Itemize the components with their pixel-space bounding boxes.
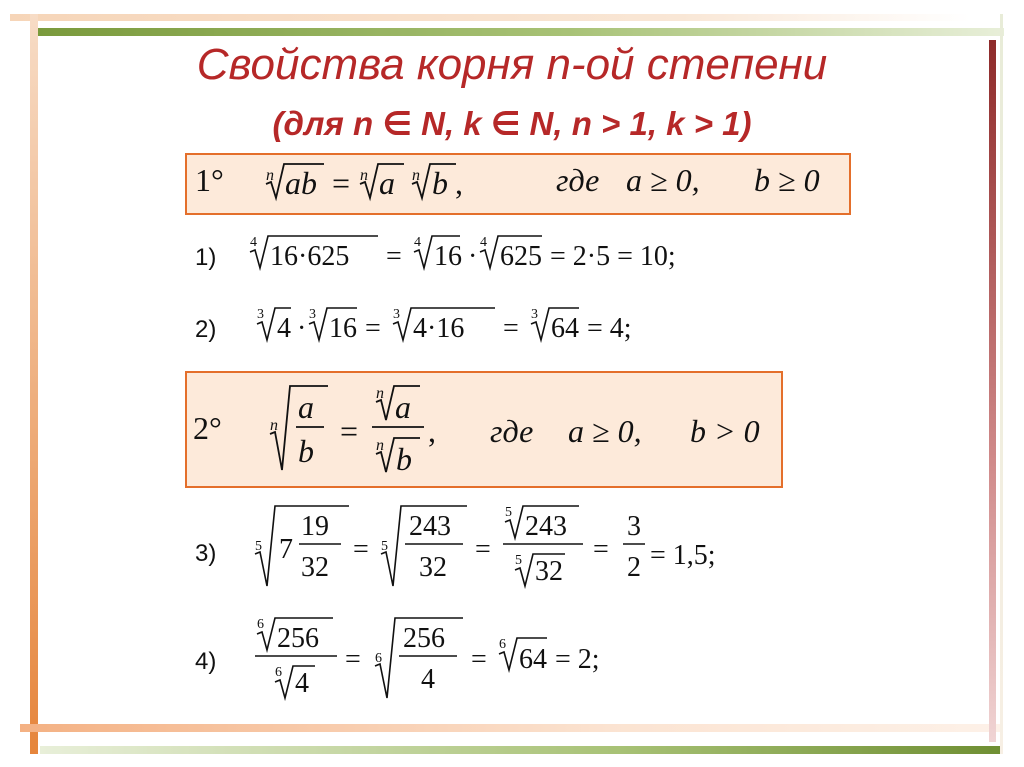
svg-text:6: 6	[257, 617, 264, 632]
svg-text:a: a	[298, 389, 314, 425]
svg-text:n: n	[266, 167, 274, 184]
svg-text:243: 243	[409, 511, 451, 542]
svg-text:6: 6	[375, 651, 382, 666]
svg-text:3: 3	[393, 307, 400, 322]
example-1-formula	[248, 230, 768, 280]
property-1-condition-b: b ≥ 0	[754, 162, 820, 198]
page-title: Свойства корня n-ой степени	[196, 40, 828, 89]
bottom-green-line	[40, 746, 1000, 754]
property-1-where: где	[556, 162, 600, 198]
svg-text:a: a	[395, 389, 411, 425]
svg-text:5: 5	[255, 539, 262, 554]
svg-text:16·625: 16·625	[270, 241, 350, 272]
svg-text:4: 4	[277, 313, 291, 344]
svg-text:= 4;: = 4;	[587, 313, 632, 344]
top-orange-line	[10, 14, 970, 21]
svg-text:·: ·	[468, 241, 478, 272]
svg-text:6: 6	[275, 665, 282, 680]
svg-text:3: 3	[627, 511, 641, 542]
property-1-condition-a: a ≥ 0,	[626, 162, 700, 198]
svg-text:19: 19	[301, 511, 329, 542]
svg-text:ab: ab	[285, 165, 317, 201]
svg-text:5: 5	[505, 505, 512, 520]
svg-text:=: =	[471, 644, 487, 675]
example-3-result: = 1,5;	[650, 540, 716, 571]
svg-text:n: n	[412, 167, 420, 184]
svg-text:7: 7	[279, 534, 293, 565]
svg-text:b: b	[396, 441, 412, 477]
svg-text:·: ·	[297, 313, 307, 344]
svg-text:=: =	[475, 534, 491, 565]
svg-text:243: 243	[525, 511, 567, 542]
svg-text:4: 4	[480, 235, 487, 250]
example-3-result-value: 1,5;	[672, 540, 716, 571]
example-2-formula	[255, 302, 695, 352]
svg-text:=: =	[353, 534, 369, 565]
example-1-label: 1)	[195, 244, 217, 271]
property-2-where: где	[490, 413, 534, 449]
example-2-label: 2)	[195, 316, 217, 343]
svg-text:6: 6	[499, 637, 506, 652]
svg-text:=: =	[345, 644, 361, 675]
svg-text:=: =	[332, 165, 351, 201]
svg-text:3: 3	[257, 307, 264, 322]
svg-text:b: b	[298, 433, 314, 469]
example-3-label: 3)	[195, 540, 217, 567]
svg-text:=: =	[593, 534, 609, 565]
svg-text:256: 256	[403, 623, 445, 654]
svg-text:= 2·5 = 10;: = 2·5 = 10;	[550, 241, 676, 272]
svg-text:4: 4	[414, 235, 421, 250]
top-green-line	[36, 28, 1004, 36]
property-2-number: 2°	[193, 410, 222, 446]
svg-text:2: 2	[627, 552, 641, 583]
right-red-line	[989, 40, 996, 742]
svg-text:5: 5	[381, 539, 388, 554]
example-3-formula	[253, 500, 663, 595]
svg-text:=: =	[365, 313, 381, 344]
bottom-orange-line	[20, 724, 1000, 732]
property-2-condition-b: b > 0	[690, 413, 760, 449]
svg-text:256: 256	[277, 623, 319, 654]
svg-text:16: 16	[329, 313, 357, 344]
example-4-formula	[253, 612, 653, 707]
svg-text:625: 625	[500, 241, 542, 272]
svg-text:32: 32	[301, 552, 329, 583]
svg-text:,: ,	[455, 165, 463, 201]
svg-text:b: b	[432, 165, 448, 201]
svg-text:4: 4	[421, 664, 435, 695]
svg-text:n: n	[376, 437, 384, 454]
svg-text:4: 4	[295, 668, 309, 699]
svg-text:16: 16	[434, 241, 462, 272]
property-1-formula	[262, 158, 522, 208]
svg-text:n: n	[376, 385, 384, 402]
svg-text:a: a	[379, 165, 395, 201]
svg-text:=: =	[386, 241, 402, 272]
property-2-condition-a: a ≥ 0,	[568, 413, 642, 449]
svg-text:n: n	[270, 417, 278, 434]
svg-text:64: 64	[551, 313, 579, 344]
svg-text:,: ,	[428, 413, 436, 449]
svg-text:n: n	[360, 167, 368, 184]
svg-text:64: 64	[519, 644, 547, 675]
svg-text:=: =	[503, 313, 519, 344]
example-4-label: 4)	[195, 648, 217, 675]
svg-text:= 2;: = 2;	[555, 644, 600, 675]
svg-text:5: 5	[515, 553, 522, 568]
svg-text:3: 3	[531, 307, 538, 322]
property-2-formula	[268, 380, 458, 480]
page-subtitle: (для n ∈ N, k ∈ N, n > 1, k > 1)	[272, 105, 752, 142]
property-1-number: 1°	[195, 162, 224, 198]
svg-text:3: 3	[309, 307, 316, 322]
svg-text:=: =	[340, 413, 359, 449]
svg-text:32: 32	[419, 552, 447, 583]
svg-text:32: 32	[535, 556, 563, 587]
svg-text:4: 4	[250, 235, 257, 250]
svg-text:4·16: 4·16	[413, 313, 465, 344]
